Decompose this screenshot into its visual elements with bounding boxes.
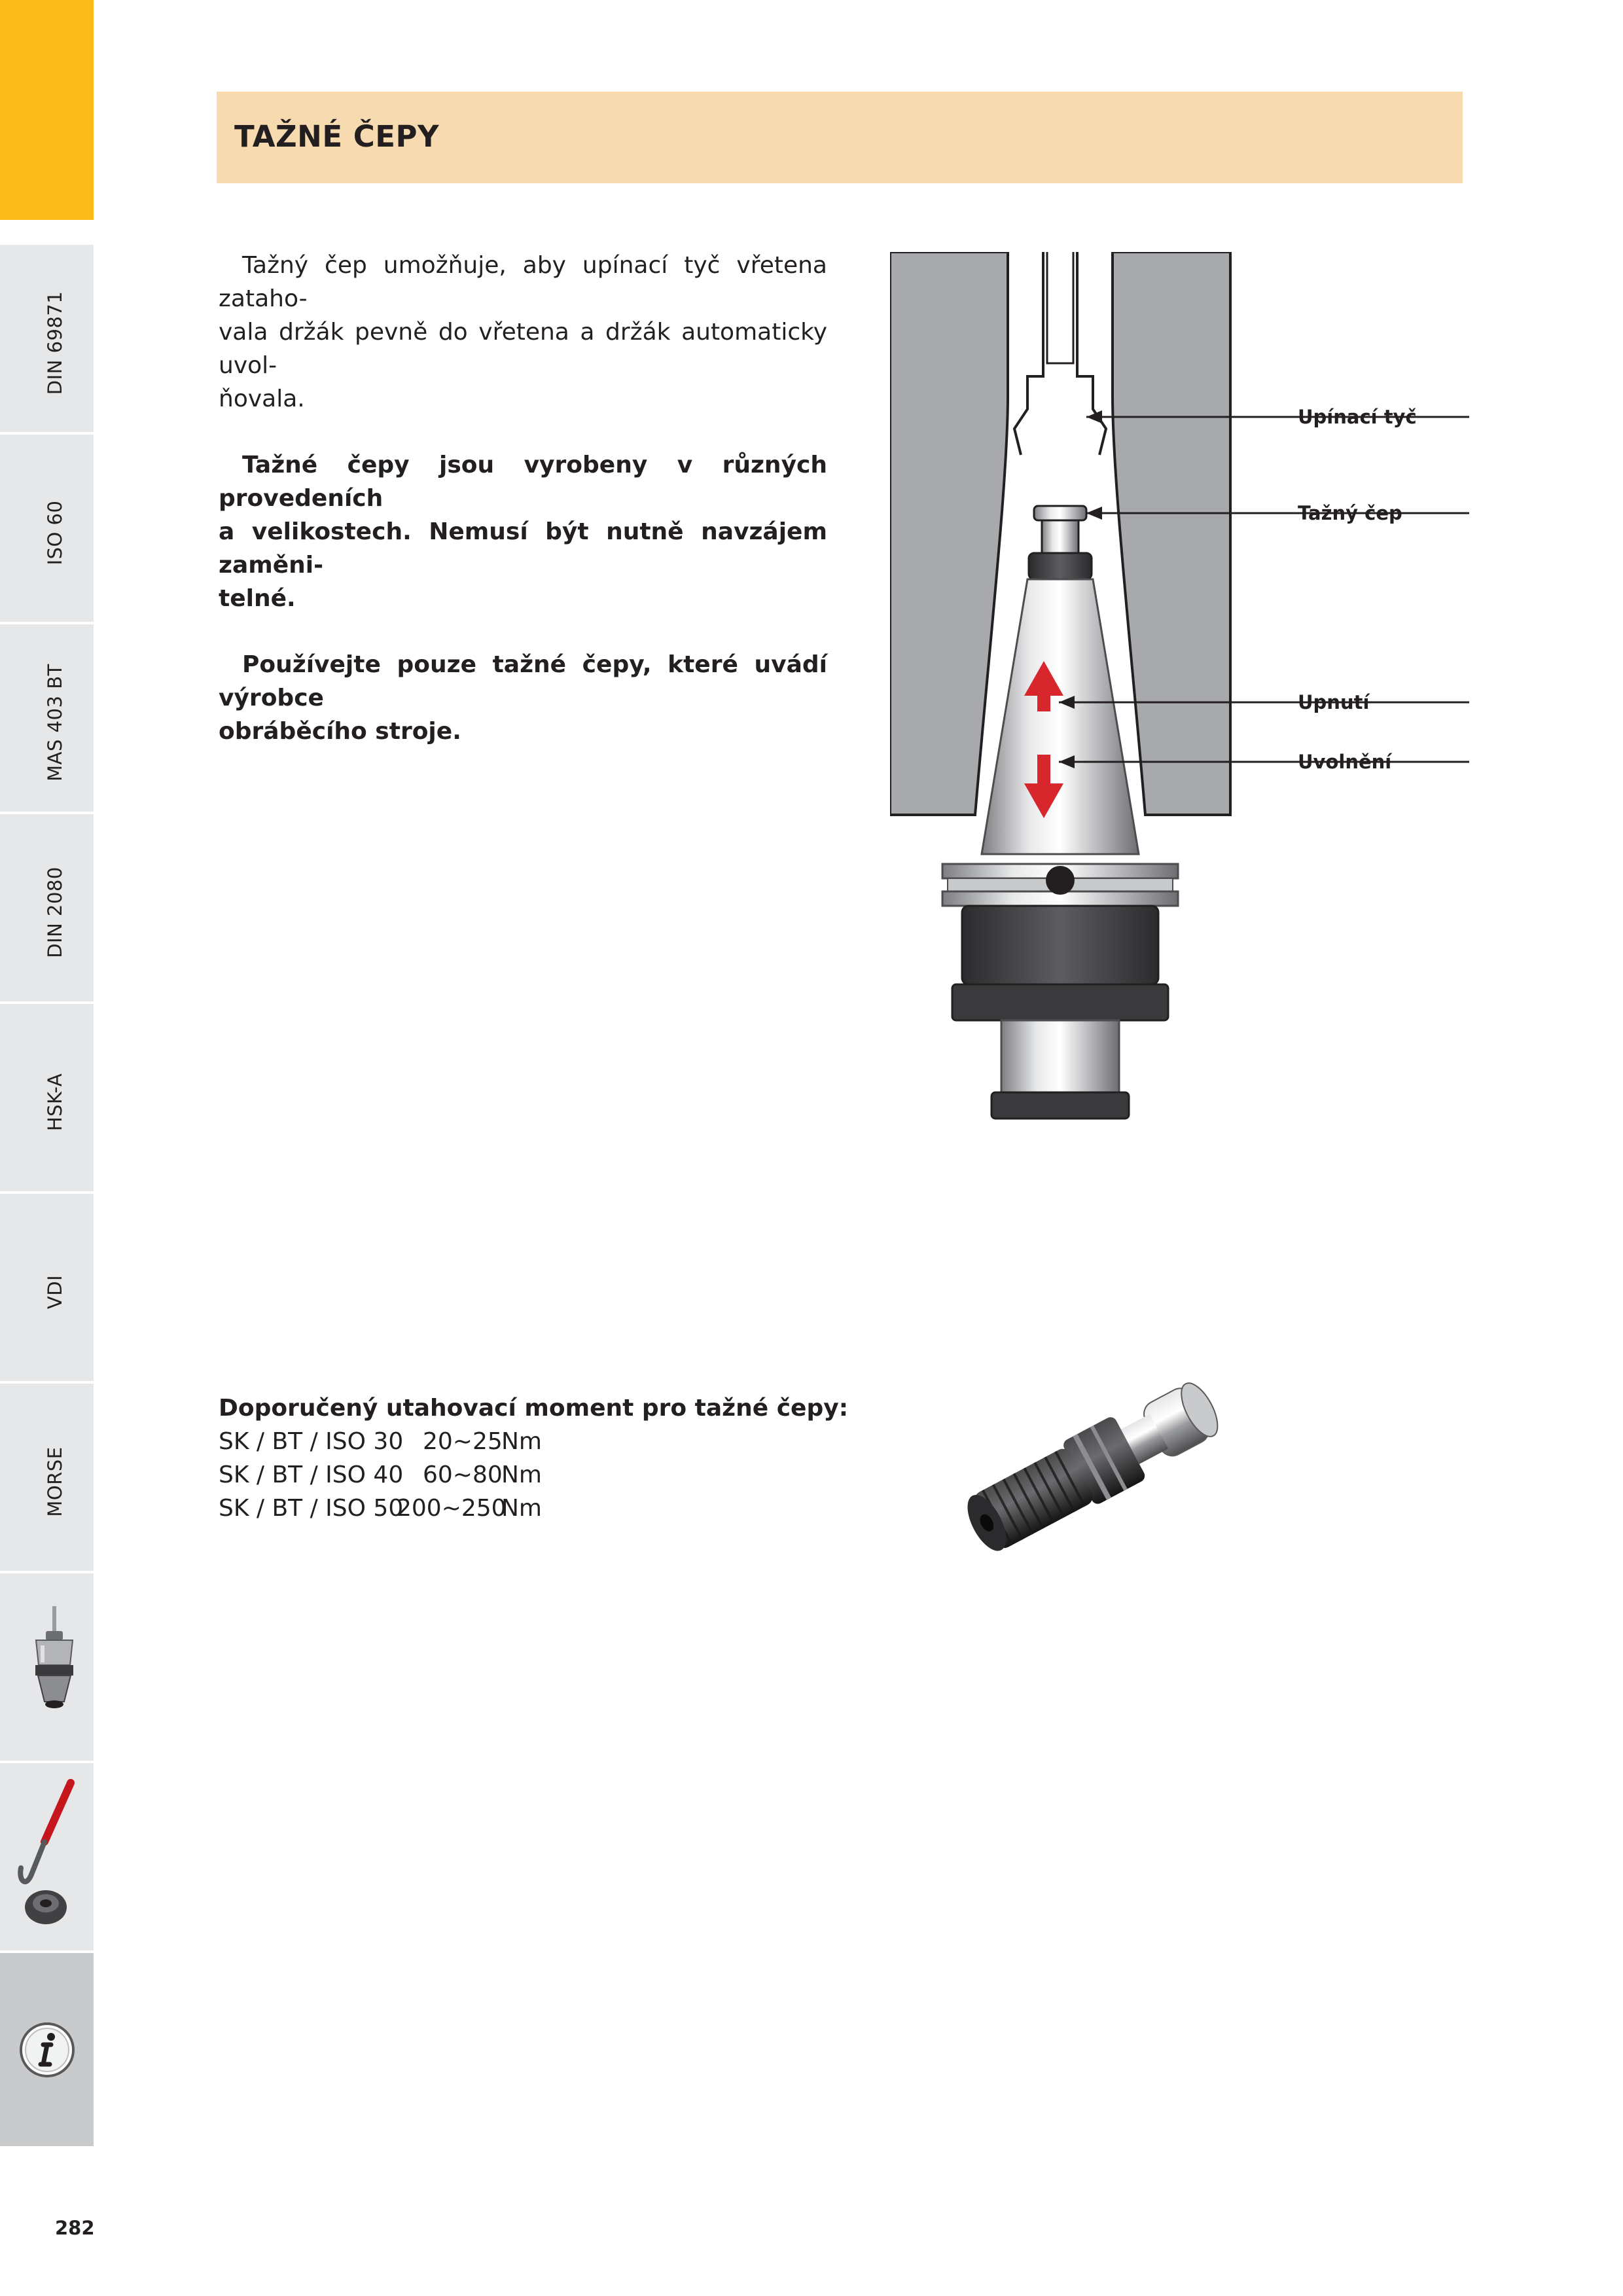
tab-label: DIN 2080: [44, 867, 66, 958]
tab-label: MAS 403 BT: [44, 664, 66, 781]
pull-stud-image: [929, 1355, 1270, 1590]
torque-type: SK / BT / ISO 40: [219, 1462, 404, 1488]
text-line: vala držák pevně do vřetena a držák automaticky uvol-: [219, 319, 827, 379]
tab-info[interactable]: [0, 1953, 94, 2148]
drill-chuck-icon: [0, 1573, 94, 1763]
torque-range: 200~250: [397, 1495, 507, 1522]
torque-title: Doporučený utahovací moment pro tažné čepy:: [219, 1395, 849, 1422]
section-header: [217, 92, 1463, 183]
page-title: TAŽNÉ ČEPY: [234, 119, 440, 154]
torque-range: 60~80: [423, 1462, 503, 1488]
text-line: a velikostech. Nemusí být nutně navzájem zaměni-: [219, 518, 827, 579]
hook-wrench-icon: [0, 1763, 94, 1952]
tab-vdi[interactable]: [0, 1194, 94, 1383]
text-line: obráběcího stroje.: [219, 718, 461, 745]
sidebar-nav: [0, 0, 94, 2179]
intro-paragraph-3: [219, 648, 827, 748]
pull-stud-photo: [929, 1355, 1270, 1593]
tab-wrenches[interactable]: [0, 1763, 94, 1952]
callout-drawbar: Upínací tyč: [1298, 406, 1417, 428]
tab-label: VDI: [44, 1274, 66, 1310]
torque-unit: Nm: [501, 1495, 542, 1522]
tab-hsk-a[interactable]: [0, 1004, 94, 1193]
intro-paragraph-1: [219, 249, 827, 416]
page-number: 282: [55, 2217, 95, 2239]
sidebar-accent-block: [0, 0, 94, 220]
info-icon: [0, 1953, 94, 2148]
text-line: ňovala.: [219, 386, 305, 412]
callout-release: Uvolnění: [1298, 751, 1392, 773]
tab-din-2080[interactable]: [0, 814, 94, 1003]
tab-drill-chucks[interactable]: [0, 1573, 94, 1763]
tab-label: HSK-A: [44, 1073, 66, 1132]
text-line: telné.: [219, 585, 296, 612]
tab-label: DIN 69871: [44, 291, 66, 395]
tab-iso-60[interactable]: [0, 435, 94, 624]
callout-clamping: Upnutí: [1298, 691, 1370, 713]
torque-type: SK / BT / ISO 50: [219, 1495, 404, 1522]
tab-din-69871[interactable]: [0, 245, 94, 434]
torque-type: SK / BT / ISO 30: [219, 1428, 404, 1455]
torque-row: [219, 1458, 848, 1492]
intro-paragraph-2: [219, 448, 827, 615]
torque-range: 20~25: [423, 1428, 503, 1455]
intro-text: [219, 249, 827, 781]
callout-pull-stud: Tažný čep: [1298, 502, 1402, 524]
text-line: Tažné čepy jsou vyrobeny v různých provedeních: [219, 452, 827, 512]
tab-morse[interactable]: [0, 1384, 94, 1573]
torque-row: [219, 1425, 848, 1458]
spindle-diagram: [890, 252, 1492, 1125]
spindle-cross-section: [890, 252, 1492, 1122]
tab-label: MORSE: [44, 1446, 66, 1517]
torque-row: [219, 1492, 848, 1525]
text-line: Tažný čep umožňuje, aby upínací tyč vřetena zataho-: [219, 252, 827, 312]
torque-unit: Nm: [501, 1428, 542, 1455]
torque-table: [219, 1391, 848, 1525]
torque-unit: Nm: [501, 1462, 542, 1488]
tab-label: ISO 60: [44, 500, 66, 565]
tab-mas-403-bt[interactable]: [0, 624, 94, 814]
text-line: Používejte pouze tažné čepy, které uvádí výrobce: [219, 651, 827, 711]
